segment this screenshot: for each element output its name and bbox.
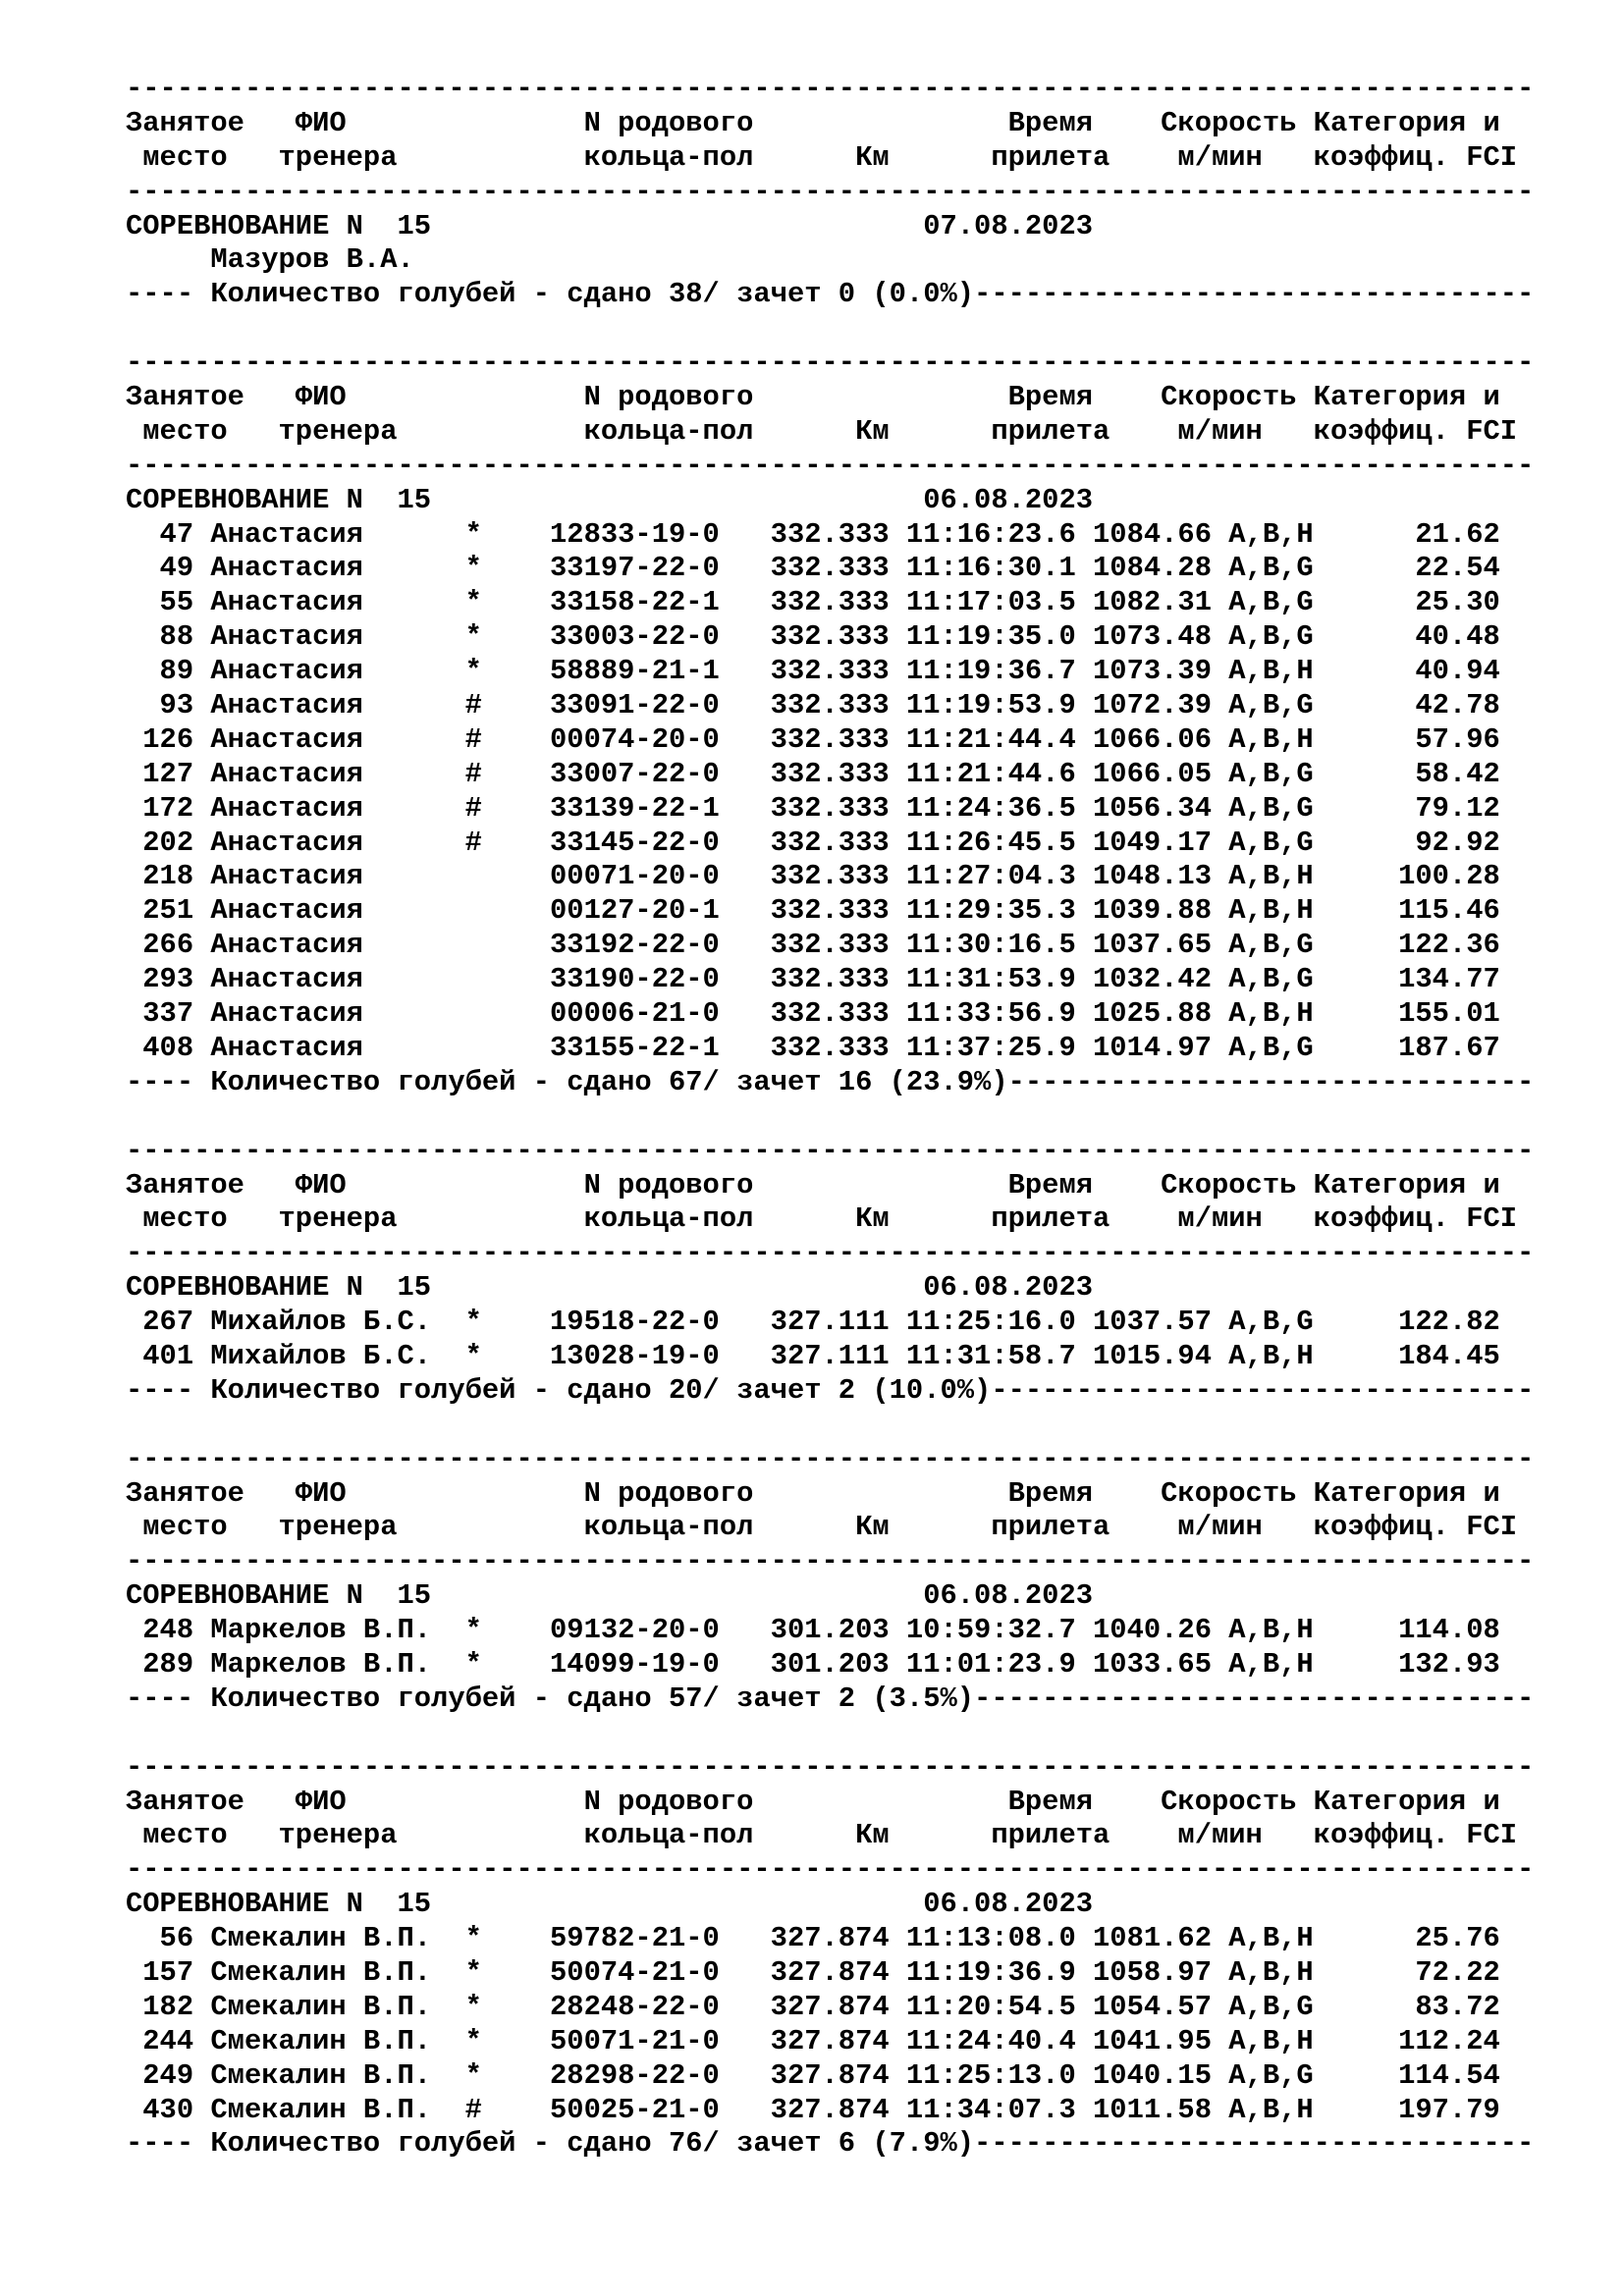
competition-title-line: СОРЕВНОВАНИЕ N 15 06.08.2023	[126, 483, 1094, 516]
result-row: 293 Анастасия 33190-22-0 332.333 11:31:53.9 1032.42 A,B,G 134.77	[126, 963, 1500, 996]
separator-line: -----------------------------------------------------------------------------------	[126, 73, 1535, 105]
separator-line: -----------------------------------------------------------------------------------	[126, 1853, 1535, 1887]
blank-line	[126, 1717, 1534, 1751]
column-header-line: Занятое ФИО N родового Время Скорость Категория и	[126, 1476, 1500, 1510]
result-row: 289 Маркелов В.П. * 14099-19-0 301.203 11:01:23.9 1033.65 A,B,H 132.93	[126, 1647, 1500, 1681]
blank-line	[126, 312, 1534, 347]
section-footer-total: ---- Количество голубей - сдано 67/ зачет 16 (23.9%)-------------------------------	[126, 1065, 1535, 1098]
blank-line	[126, 1100, 1534, 1135]
column-header-line: Занятое ФИО N родового Время Скорость Категория и	[126, 1168, 1500, 1201]
result-row: 408 Анастасия 33155-22-1 332.333 11:37:25.9 1014.97 A,B,G 187.67	[126, 1031, 1500, 1064]
result-row: 248 Маркелов В.П. * 09132-20-0 301.203 10:59:32.7 1040.26 A,B,H 114.08	[126, 1614, 1500, 1647]
column-header-line: место тренера кольца-пол Км прилета м/мин коэффиц. FCI	[126, 1202, 1518, 1236]
result-row: 47 Анастасия * 12833-19-0 332.333 11:16:23.6 1084.66 A,B,H 21.62	[126, 517, 1500, 551]
result-row: 157 Смекалин В.П. * 50074-21-0 327.874 11:19:36.9 1058.97 A,B,H 72.22	[126, 1955, 1500, 1989]
competition-title-line: СОРЕВНОВАНИЕ N 15 06.08.2023	[126, 1579, 1094, 1613]
result-row: 89 Анастасия * 58889-21-1 332.333 11:19:36.7 1073.39 A,B,H 40.94	[126, 655, 1500, 688]
result-row: 93 Анастасия # 33091-22-0 332.333 11:19:53.9 1072.39 A,B,G 42.78	[126, 689, 1500, 722]
result-row: 172 Анастасия # 33139-22-1 332.333 11:24:36.5 1056.34 A,B,G 79.12	[126, 791, 1500, 825]
column-header-line: место тренера кольца-пол Км прилета м/мин коэффиц. FCI	[126, 140, 1518, 174]
result-row: 182 Смекалин В.П. * 28248-22-0 327.874 11:20:54.5 1054.57 A,B,G 83.72	[126, 1990, 1500, 2023]
column-header-line: место тренера кольца-пол Км прилета м/мин коэффиц. FCI	[126, 1511, 1518, 1544]
trainer-name-line: Мазуров В.А.	[126, 243, 414, 277]
section-footer-total: ---- Количество голубей - сдано 20/ зачет 2 (10.0%)--------------------------------	[126, 1373, 1535, 1407]
result-row: 244 Смекалин В.П. * 50071-21-0 327.874 11:24:40.4 1041.95 A,B,H 112.24	[126, 2024, 1500, 2057]
section-footer-total: ---- Количество голубей - сдано 57/ зачет 2 (3.5%)---------------------------------	[126, 1682, 1535, 1715]
result-row: 126 Анастасия # 00074-20-0 332.333 11:21:44.4 1066.06 A,B,H 57.96	[126, 722, 1500, 756]
column-header-line: Занятое ФИО N родового Время Скорость Категория и	[126, 1785, 1500, 1818]
competition-title-line: СОРЕВНОВАНИЕ N 15 06.08.2023	[126, 1888, 1094, 1921]
competition-title-line: СОРЕВНОВАНИЕ N 15 07.08.2023	[126, 209, 1094, 242]
result-row: 266 Анастасия 33192-22-0 332.333 11:30:16.5 1037.65 A,B,G 122.36	[126, 929, 1500, 962]
column-header-line: место тренера кольца-пол Км прилета м/мин коэффиц. FCI	[126, 414, 1518, 448]
result-row: 88 Анастасия * 33003-22-0 332.333 11:19:35.0 1073.48 A,B,G 40.48	[126, 620, 1500, 654]
separator-line: -----------------------------------------------------------------------------------	[126, 347, 1535, 380]
result-row: 430 Смекалин В.П. # 50025-21-0 327.874 11:34:07.3 1011.58 A,B,H 197.79	[126, 2093, 1500, 2126]
separator-line: -----------------------------------------------------------------------------------	[126, 1750, 1535, 1784]
separator-line: -----------------------------------------------------------------------------------	[126, 1134, 1535, 1167]
race-results-report	[126, 73, 1534, 2162]
competition-title-line: СОРЕВНОВАНИЕ N 15 06.08.2023	[126, 1271, 1094, 1305]
result-row: 49 Анастасия * 33197-22-0 332.333 11:16:30.1 1084.28 A,B,G 22.54	[126, 552, 1500, 585]
result-row: 251 Анастасия 00127-20-1 332.333 11:29:35.3 1039.88 A,B,H 115.46	[126, 894, 1500, 928]
result-row: 337 Анастасия 00006-21-0 332.333 11:33:56.9 1025.88 A,B,H 155.01	[126, 997, 1500, 1031]
result-row: 218 Анастасия 00071-20-0 332.333 11:27:04.3 1048.13 A,B,H 100.28	[126, 860, 1500, 893]
result-row: 401 Михайлов Б.С. * 13028-19-0 327.111 11:31:58.7 1015.94 A,B,H 184.45	[126, 1339, 1500, 1372]
result-row: 249 Смекалин В.П. * 28298-22-0 327.874 11:25:13.0 1040.15 A,B,G 114.54	[126, 2058, 1500, 2092]
separator-line: -----------------------------------------------------------------------------------	[126, 1442, 1535, 1475]
separator-line: -----------------------------------------------------------------------------------	[126, 175, 1535, 208]
result-row: 267 Михайлов Б.С. * 19518-22-0 327.111 11:25:16.0 1037.57 A,B,G 122.82	[126, 1306, 1500, 1339]
result-row: 55 Анастасия * 33158-22-1 332.333 11:17:03.5 1082.31 A,B,G 25.30	[126, 586, 1500, 619]
separator-line: -----------------------------------------------------------------------------------	[126, 1237, 1535, 1270]
section-footer-total: ---- Количество голубей - сдано 76/ зачет 6 (7.9%)---------------------------------	[126, 2127, 1535, 2161]
separator-line: -----------------------------------------------------------------------------------	[126, 1545, 1535, 1578]
column-header-line: Занятое ФИО N родового Время Скорость Категория и	[126, 106, 1500, 139]
column-header-line: место тренера кольца-пол Км прилета м/мин коэффиц. FCI	[126, 1819, 1518, 1852]
column-header-line: Занятое ФИО N родового Время Скорость Категория и	[126, 381, 1500, 414]
result-row: 56 Смекалин В.П. * 59782-21-0 327.874 11:13:08.0 1081.62 A,B,H 25.76	[126, 1922, 1500, 1955]
result-row: 127 Анастасия # 33007-22-0 332.333 11:21:44.6 1066.05 A,B,G 58.42	[126, 757, 1500, 790]
separator-line: -----------------------------------------------------------------------------------	[126, 449, 1535, 482]
result-row: 202 Анастасия # 33145-22-0 332.333 11:26:45.5 1049.17 A,B,G 92.92	[126, 826, 1500, 859]
section-footer-total: ---- Количество голубей - сдано 38/ зачет 0 (0.0%)---------------------------------	[126, 278, 1535, 311]
blank-line	[126, 1409, 1534, 1443]
